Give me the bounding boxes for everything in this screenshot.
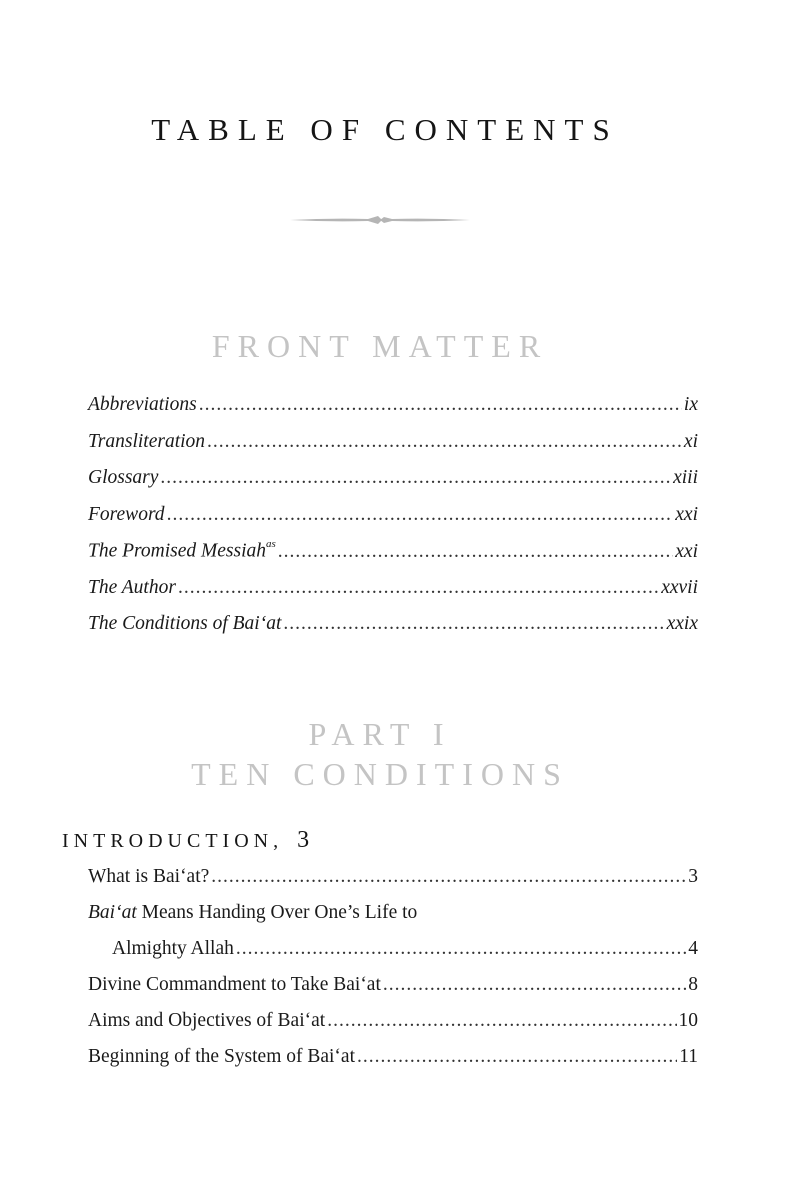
honorific-superscript: as: [266, 538, 276, 550]
toc-entry[interactable]: [88, 504, 698, 541]
toc-entry-title: Abbreviations: [88, 394, 197, 415]
toc-entry-page: 11: [679, 1046, 698, 1067]
dot-leader: [327, 1010, 676, 1032]
dot-leader: [383, 974, 686, 996]
dot-leader: [199, 394, 682, 416]
dot-leader: [357, 1046, 677, 1068]
toc-entry-page: xxix: [666, 613, 698, 634]
toc-entry-page: xxvii: [661, 576, 698, 598]
part-number: PART I: [308, 716, 452, 752]
toc-entry[interactable]: [88, 613, 698, 650]
dot-leader: [207, 431, 682, 453]
toc-entry-page: 10: [678, 1010, 698, 1031]
toc-entry-title: Transliteration: [88, 430, 206, 452]
chapter-entry-list: [88, 866, 698, 1082]
toc-entry[interactable]: [88, 1010, 698, 1046]
toc-entry[interactable]: [88, 866, 698, 902]
chapter-page: 3: [297, 827, 310, 853]
toc-entry-title: The Author: [88, 576, 176, 598]
dot-leader: [283, 613, 664, 635]
toc-entry-title-italic: Bai‘at: [88, 902, 137, 923]
part-heading: [0, 714, 760, 794]
toc-entry-title: Glossary: [88, 467, 159, 488]
toc-entry[interactable]: [88, 974, 698, 1010]
toc-entry-title: The Conditions of Bai‘at: [88, 613, 282, 634]
toc-entry-page: xxi: [675, 540, 698, 562]
page-title: TABLE OF CONTENTS: [151, 112, 619, 147]
toc-entry-title-text: The Promised Messiah: [88, 540, 267, 562]
toc-entry-page: xxi: [675, 503, 698, 525]
toc-entry-line-1: [88, 902, 698, 938]
front-matter-list: [88, 394, 698, 650]
toc-entry-title: Almighty Allah: [112, 938, 234, 959]
toc-entry[interactable]: [88, 902, 698, 974]
toc-entry-title: Divine Commandment to Take Bai‘at: [88, 974, 381, 995]
toc-entry-page: ix: [683, 394, 698, 415]
toc-entry-page: 3: [688, 866, 698, 887]
toc-entry[interactable]: [88, 467, 698, 504]
toc-entry-page: xi: [683, 430, 698, 452]
toc-entry[interactable]: [88, 577, 698, 614]
divider-ornament-icon: [290, 212, 470, 228]
toc-entry[interactable]: [88, 540, 698, 577]
toc-entry-title-rest: Means Handing Over One’s Life to: [136, 902, 418, 923]
chapter-heading[interactable]: [62, 827, 309, 854]
toc-entry[interactable]: [88, 394, 698, 431]
part-title: TEN CONDITIONS: [191, 756, 569, 792]
front-matter-heading: FRONT MATTER: [211, 328, 549, 364]
toc-entry-title: Foreword: [88, 503, 165, 525]
dot-leader: [236, 938, 686, 960]
toc-entry-title: What is Bai‘at?: [88, 866, 210, 887]
toc-entry-line-2: [88, 938, 698, 974]
toc-entry-title: Aims and Objectives of Bai‘at: [88, 1010, 326, 1031]
dot-leader: [167, 504, 674, 526]
toc-entry-title: Beginning of the System of Bai‘at: [88, 1046, 356, 1067]
dot-leader: [211, 866, 686, 888]
toc-entry-page: xiii: [673, 467, 698, 488]
chapter-title: INTRODUCTION,: [62, 830, 284, 852]
toc-entry-title: [88, 540, 276, 563]
dot-leader: [178, 577, 659, 599]
toc-entry-page: 8: [688, 974, 698, 995]
toc-entry[interactable]: [88, 431, 698, 468]
dot-leader: [160, 467, 671, 489]
toc-entry[interactable]: [88, 1046, 698, 1082]
dot-leader: [278, 541, 673, 563]
toc-entry-page: 4: [688, 938, 698, 959]
